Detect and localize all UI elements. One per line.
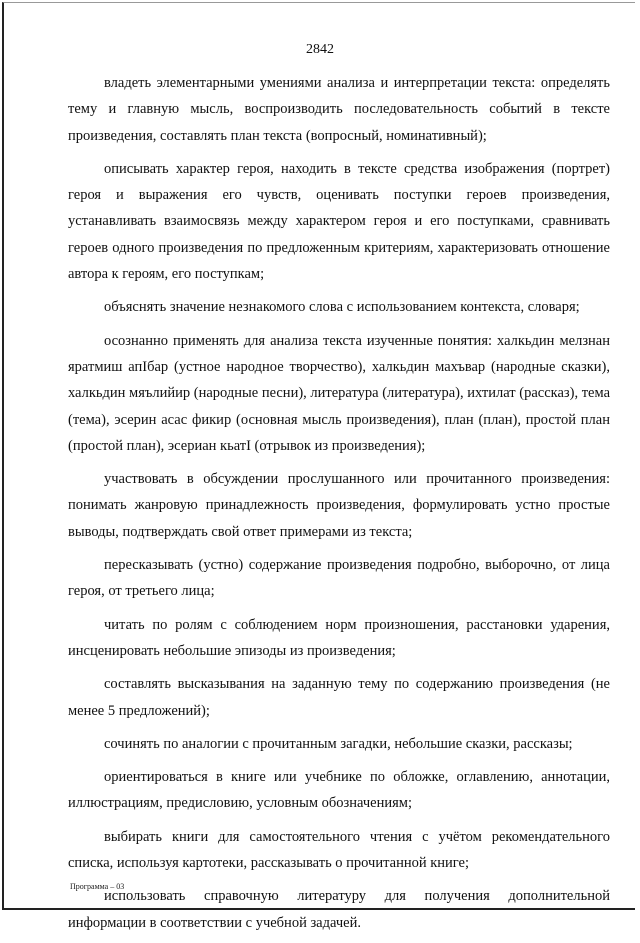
paragraph-3: объяснять значение незнакомого слова с использованием контекста, словаря; (104, 299, 580, 316)
paragraph-9: сочинять по аналогии с прочитанным загадки, небольшие сказки, рассказы; (104, 735, 573, 752)
paragraph-11: выбирать книги для самостоятельного чтения с учётом рекомендательного списка, используя картотеки, рассказывать о прочитанной книге; (68, 828, 610, 872)
paragraph-1: владеть элементарными умениями анализа и интерпретации текста: определять тему и главную мысль, воспроизводить последовательность событий в тексте произведения, составлять план текста (вопросный, номинативный); (68, 75, 610, 144)
paragraph-12: использовать справочную литературу для получения дополнительной информации в соответствии с учебной задачей. (68, 888, 610, 931)
document-body (68, 70, 610, 943)
paragraph-6: пересказывать (устно) содержание произведения подробно, выборочно, от лица героя, от третьего лица; (68, 557, 610, 600)
paragraph-4: осознанно применять для анализа текста изученные понятия: халкьдин мелзнан яратмиш апIбар (устное народное творчество), халкьдин махъвар (народные сказки), халкьдин мяълийир (народные песни), литература (литература), ихтилат (рассказ), тема (тема), эсерин асас фикир (основная мысль произведения), план (план), простой план (простой план), эсериан кьатI (отрывок из произведения); (68, 332, 611, 454)
page-number: 2842 (306, 42, 334, 57)
paragraph-5: участвовать в обсуждении прослушанного или прочитанного произведения: понимать жанровую принадлежность произведения, формулировать устно простые выводы, подтверждать свой ответ примерами из текста; (68, 471, 610, 540)
paragraph-2: описывать характер героя, находить в тексте средства изображения (портрет) героя и выражения его чувств, оценивать поступки героев произведения, устанавливать взаимосвязь между характером героя и его поступками, сравнивать героев одного произведения по предложенным критериям, характеризовать отношение автора к героям, его поступкам; (68, 160, 610, 283)
paragraph-10: ориентироваться в книге или учебнике по обложке, оглавлению, аннотации, иллюстрациям, предисловию, условным обозначениям; (68, 769, 610, 812)
page-footer: Программа – 03 (70, 882, 125, 891)
paragraph-7: читать по ролям с соблюдением норм произношения, расстановки ударения, инсценировать небольшие эпизоды из произведения; (68, 616, 610, 659)
paragraph-8: составлять высказывания на заданную тему по содержанию произведения (не менее 5 предложений); (68, 676, 610, 719)
